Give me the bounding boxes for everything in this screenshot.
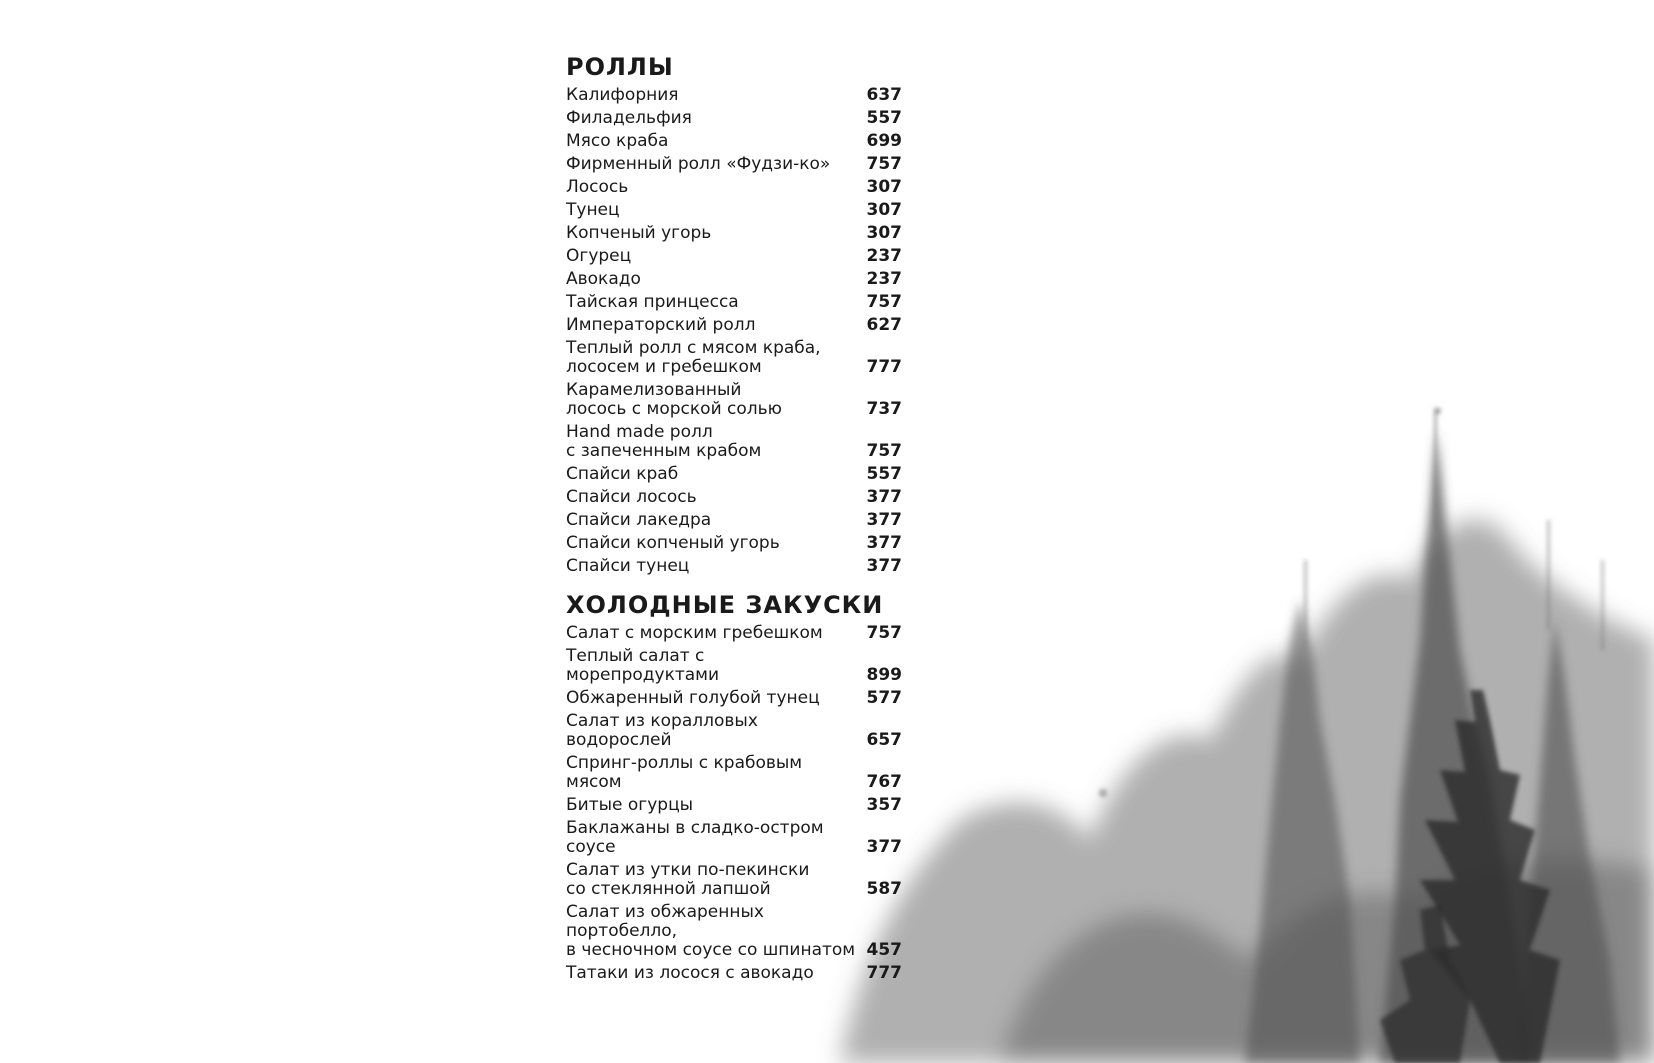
section-title-rolls: РОЛЛЫ <box>566 53 674 81</box>
menu-item <box>566 534 902 553</box>
menu-item <box>566 109 902 128</box>
item-price: 557 <box>866 108 902 128</box>
menu-item <box>566 247 902 266</box>
item-name: Фирменный ролл «Фудзи-ко» <box>566 154 831 174</box>
item-name: Спринг-роллы с крабовым мясом <box>566 753 803 792</box>
item-price: 577 <box>866 688 902 708</box>
item-price: 777 <box>866 357 902 377</box>
item-name: Теплый ролл с мясом краба, лососем и гребешком <box>566 338 821 377</box>
menu-item <box>566 647 902 685</box>
menu-item <box>566 381 902 419</box>
item-price: 757 <box>866 441 902 461</box>
item-name: Спайси копченый угорь <box>566 533 780 553</box>
menu-item <box>566 293 902 312</box>
menu-item <box>566 488 902 507</box>
menu-item <box>566 316 902 335</box>
item-name: Калифорния <box>566 85 679 105</box>
item-price: 767 <box>866 772 902 792</box>
item-price: 657 <box>866 730 902 750</box>
item-price: 237 <box>866 269 902 289</box>
item-name: Тайская принцесса <box>566 292 739 312</box>
item-name: Обжаренный голубой тунец <box>566 688 820 708</box>
menu-item <box>566 861 902 899</box>
item-price: 357 <box>866 795 902 815</box>
menu-item <box>566 624 902 643</box>
menu-item <box>566 689 902 708</box>
menu-item <box>566 270 902 289</box>
item-price: 377 <box>866 837 902 857</box>
menu-item <box>566 511 902 530</box>
item-name: Филадельфия <box>566 108 692 128</box>
item-price: 557 <box>866 464 902 484</box>
item-name: Огурец <box>566 246 632 266</box>
item-name: Битые огурцы <box>566 795 694 815</box>
item-name: Тунец <box>566 200 620 220</box>
item-price: 377 <box>866 533 902 553</box>
item-name: Авокадо <box>566 269 641 289</box>
item-price: 307 <box>866 200 902 220</box>
menu-item <box>566 178 902 197</box>
menu-item <box>566 819 902 857</box>
item-price: 307 <box>866 177 902 197</box>
item-price: 899 <box>866 665 902 685</box>
item-price: 237 <box>866 246 902 266</box>
item-name: Салат из утки по-пекински со стеклянной лапшой <box>566 860 810 899</box>
menu-item <box>566 754 902 792</box>
item-name: Копченый угорь <box>566 223 712 243</box>
item-price: 737 <box>866 399 902 419</box>
item-name: Салат с морским гребешком <box>566 623 823 643</box>
item-price: 377 <box>866 487 902 507</box>
item-price: 307 <box>866 223 902 243</box>
item-price: 627 <box>866 315 902 335</box>
menu-item <box>566 86 902 105</box>
menu-item <box>566 155 902 174</box>
item-name: Мясо краба <box>566 131 669 151</box>
item-name: Баклажаны в сладко-остром соусе <box>566 818 824 857</box>
menu-item <box>566 796 902 815</box>
menu-item <box>566 712 902 750</box>
menu-item <box>566 423 902 461</box>
item-name: Спайси тунец <box>566 556 690 576</box>
menu-item <box>566 903 902 960</box>
item-name: Спайси лакедра <box>566 510 712 530</box>
item-price: 777 <box>866 963 902 983</box>
item-price: 757 <box>866 623 902 643</box>
item-price: 699 <box>866 131 902 151</box>
item-price: 757 <box>866 154 902 174</box>
item-name: Карамелизованный лосось с морской солью <box>566 380 782 419</box>
menu-item <box>566 339 902 377</box>
menu-item <box>566 201 902 220</box>
item-price: 757 <box>866 292 902 312</box>
item-price: 457 <box>866 940 902 960</box>
menu-item <box>566 224 902 243</box>
menu-item <box>566 557 902 576</box>
item-name: Салат из обжаренных портобелло, в чесночном соусе со шпинатом <box>566 902 856 960</box>
item-name: Лосось <box>566 177 629 197</box>
menu-item <box>566 465 902 484</box>
item-name: Спайси лосось <box>566 487 697 507</box>
item-name: Императорский ролл <box>566 315 756 335</box>
menu-panel <box>566 52 902 987</box>
item-name: Салат из коралловых водорослей <box>566 711 758 750</box>
item-price: 377 <box>866 510 902 530</box>
item-price: 587 <box>866 879 902 899</box>
menu-item <box>566 132 902 151</box>
item-price: 377 <box>866 556 902 576</box>
section-title-cold-appetizers: ХОЛОДНЫЕ ЗАКУСКИ <box>566 591 884 619</box>
item-name: Hand made ролл с запеченным крабом <box>566 422 762 461</box>
menu-item <box>566 964 902 983</box>
item-price: 637 <box>866 85 902 105</box>
item-name: Татаки из лосося с авокадо <box>566 963 814 983</box>
item-name: Теплый салат с морепродуктами <box>566 646 720 685</box>
item-name: Спайси краб <box>566 464 679 484</box>
